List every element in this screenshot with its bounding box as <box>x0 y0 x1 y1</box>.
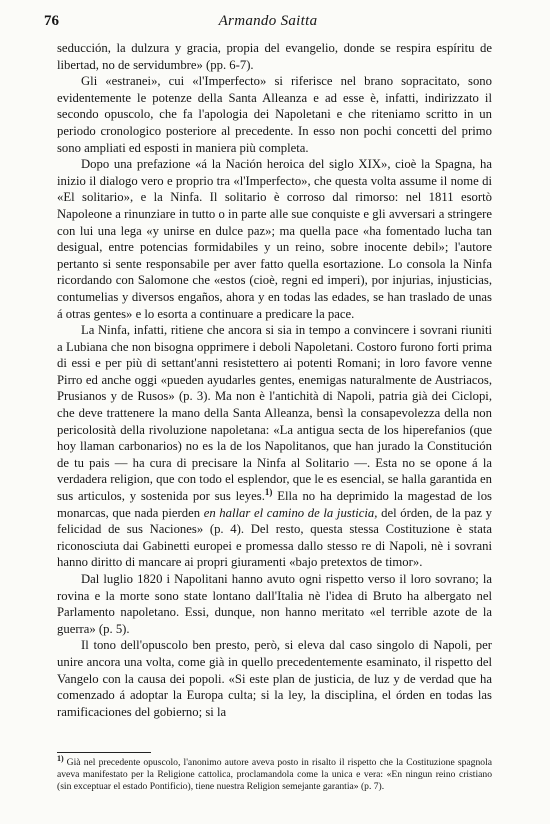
paragraph <box>57 322 492 571</box>
italic-phrase: en hallar el camino de la justicia, <box>203 505 378 520</box>
paragraph-text: del órden, de la paz y felicidad de sus Naciones» (p. 4). Del resto, questa stessa Costituzione è stata riconosciuta dai Gabinetti europei e promessa dallo stesso re di Napoli, nè i sovrani hanno diritto di mancare ai propri giuramenti «bajo pretextos de timor». <box>57 505 492 570</box>
paragraph: Dal luglio 1820 i Napolitani hanno avuto ogni rispetto verso il loro sovrano; la rovina e la morte sono state lontano dall'Italia nè l'idea di Bruto ha albergato nel Parlamento napoletano. Essi, dunque, non hanno meritato «el terrible azote de la guerra» (p. 5). <box>57 572 492 636</box>
paragraph-text: La Ninfa, infatti, ritiene che ancora si sia in tempo a convincere i sovrani riuniti a Lubiana che non bisogna opprimere i deboli Napoletani. Costoro furono forti prima di essi e per più di settant'anni resistettero ai potenti Romani; in loro favore venne Pirro ed anche oggi «pueden ayudarles gentes, enemigas naturalmente de Austriacos, Prusianos y de Rusos» (p. 3). Ma non è l'antichità di Napoli, patria già dei Ciclopi, che deve trattenere la mano della Santa Alleanza, bensì la consapevolezza della non pericolosità della rivoluzione napoletana: «La antigua secta de los hiperefanios (que hoy llaman carbonarios) no es la de los Napolitanos, que han jurado la Constitución de tu pais — ha cura di precisare la Ninfa al Solitario —. Esta no se opone á la verdadera religion, que con todo el esplendor, que le es esencial, se halla garantida en sus articulos, y sostenida por sus leyes. <box>57 323 492 504</box>
footnote <box>57 753 492 794</box>
page-number: 76 <box>44 13 59 29</box>
footnote-rule <box>57 752 151 753</box>
paragraph: Dopo una prefazione «á la Nación heroica del siglo XIX», cioè la Spagna, ha inizio il dialogo vero e proprio tra «l'Imperfecto», che questa volta assume il nome di «El solitario», e la Ninfa. Il solitario è corroso dal rimorso: nel 1811 esortò Napoleone a rinunziare in tutto o in parte alle sue conquiste e gli avversari a stringere con lui una lega «y unirse en dulce paz»; ma quella pace «ha fomentado lucha tan desigual, entre potencias formidabiles y un reino, sobre inocente debil»; l'autore pertanto si sente responsabile per aver fatto quella esortazione. Lo consola la Ninfa ricordando con Salomone che «estos (cioè, regni ed imperi), por injurias, injusticias, contumelias y diversos engaños, ahora y en todas las edades, se han traslado de unas á otras gentes» e lo esorta a continuare a predicare la pace. <box>57 157 492 321</box>
footnote-text: Già nel precedente opuscolo, l'anonimo autore aveva posto in risalto il rispetto che la Costituzione spagnola aveva manifestato per la Religione cattolica, proclamandola come la unica e vera: «En ningun reino cristiano (sin exceptuar el estado Pontificio), tiene nuestra Religion semejante garantia» (p. 7). <box>57 757 492 793</box>
paragraph: Il tono dell'opuscolo ben presto, però, si eleva dal caso singolo di Napoli, per unire ancora una volta, come già in quello precedentemente esaminato, il rispetto del Vangelo con la causa dei popoli. «Si este plan de justicia, de luz y de verdad que ha comenzado á adoptar la Europa culta; si la ley, la disciplina, el órden en todas las ramificaciones del gobierno; si la <box>57 638 492 719</box>
paragraph: seducción, la dulzura y gracia, propia del evangelio, donde se respira espíritu de libertad, no de servidumbre» (pp. 6-7). <box>57 41 492 72</box>
page-header <box>44 13 492 35</box>
footnote-number: 1) <box>57 753 64 763</box>
running-head: Armando Saitta <box>218 13 318 29</box>
paragraph-text: Ella no ha deprimido la magestad de los monarcas, que nada pierden <box>57 489 492 520</box>
footnote-marker: 1) <box>264 486 273 497</box>
paragraph: Gli «estranei», cui «l'Imperfecto» si riferisce nel brano sopracitato, sono evidentemente le potenze della Santa Alleanza e ad esse è, infatti, indirizzato il secondo opuscolo, che fa l'apologia dei Napoletani e che riteniamo scritto in un periodo cronologico posteriore al precedente. In esso non pochi concetti del primo sono ampliati ed esposti in maniera più completa. <box>57 74 492 155</box>
body-text <box>57 40 492 720</box>
